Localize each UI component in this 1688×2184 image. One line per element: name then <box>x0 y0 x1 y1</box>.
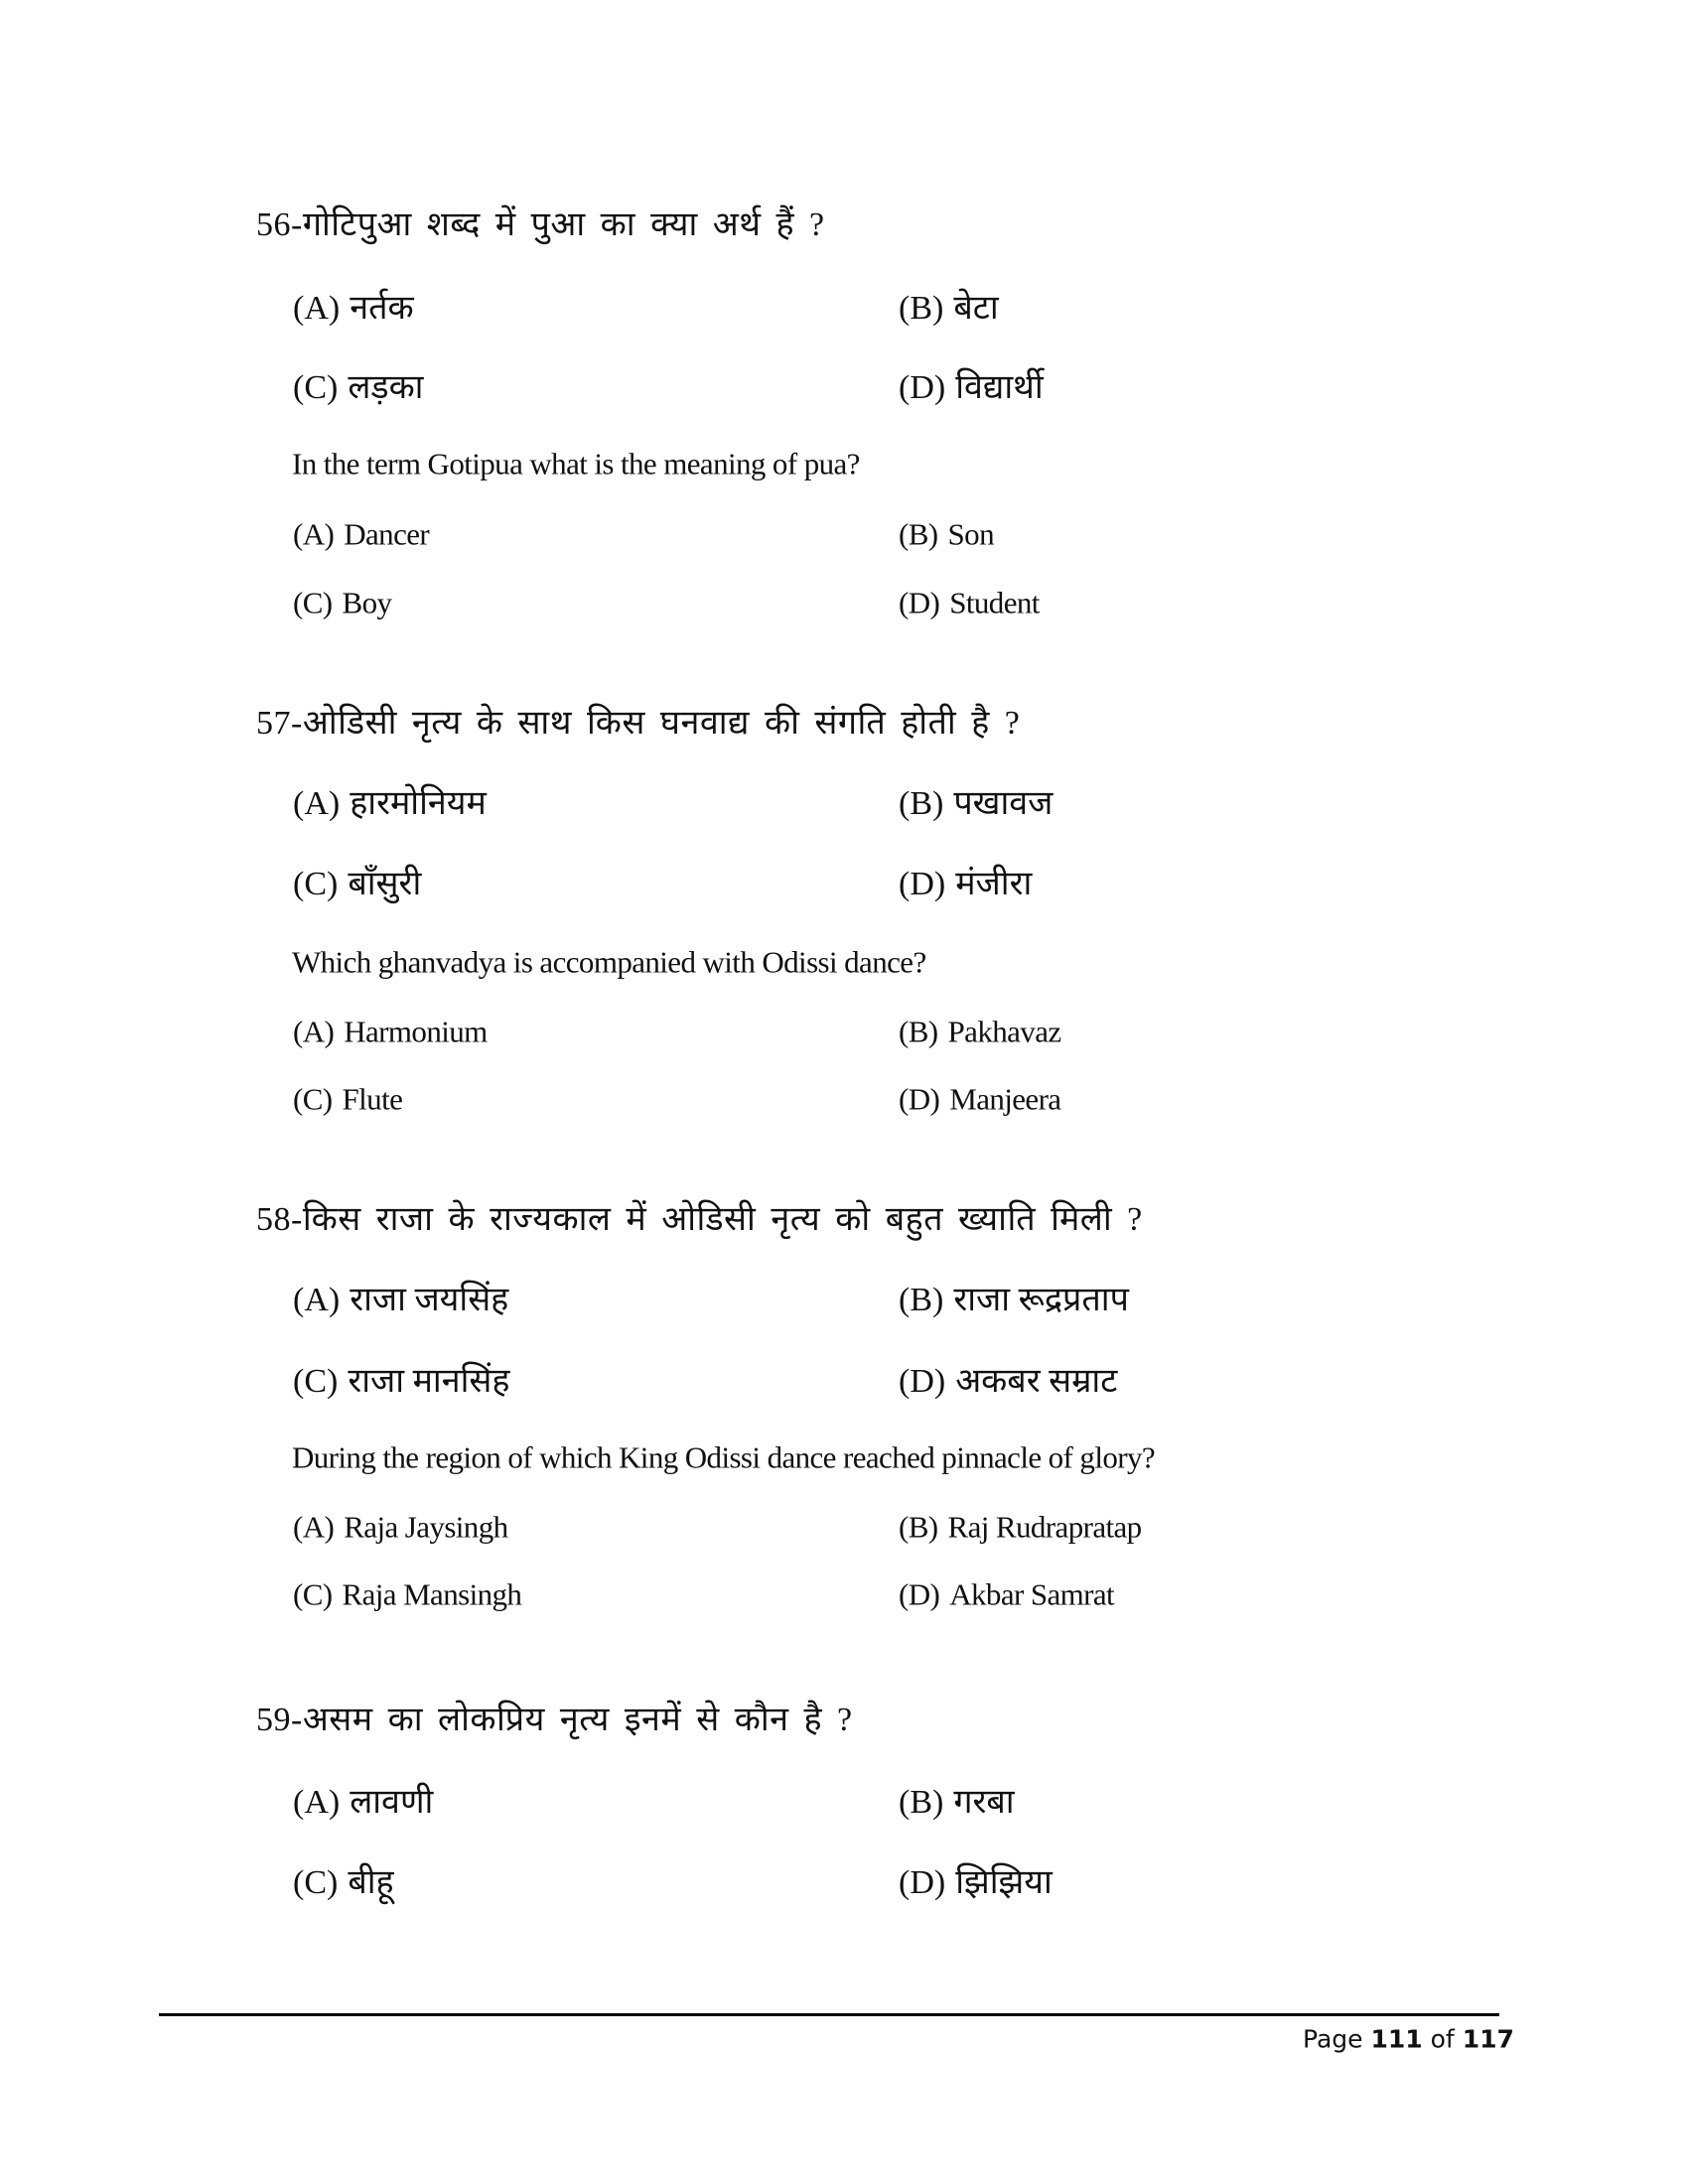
option-letter: (A) <box>293 1509 335 1545</box>
option-text: राजा जयसिंह <box>350 1282 509 1318</box>
option-text: Student <box>949 585 1040 620</box>
question-56-hindi-option-a <box>293 292 414 326</box>
option-text: Manjeera <box>949 1081 1061 1117</box>
question-58-english-option-c <box>293 1576 522 1612</box>
question-57-hindi-option-b <box>899 787 1053 821</box>
question-56-hindi-option-d <box>899 371 1044 405</box>
option-text: लड़का <box>348 369 424 406</box>
question-56-english-option-c <box>293 585 392 620</box>
of-label: of <box>1430 2024 1455 2054</box>
option-text: राजा मानसिंह <box>348 1363 510 1400</box>
option-text: Raj Rudrapratap <box>947 1509 1142 1545</box>
option-text: राजा रूद्रप्रताप <box>953 1282 1129 1318</box>
question-58-hindi-option-c <box>293 1365 509 1399</box>
option-letter: (B) <box>899 1509 938 1545</box>
option-text: बाँसुरी <box>348 866 422 902</box>
option-letter: (C) <box>293 585 333 620</box>
question-57-english-option-a <box>293 1014 488 1049</box>
option-text: नर्तक <box>350 290 414 327</box>
question-57-hindi-text: 57-ओडिसी नृत्य के साथ किस घनवाद्य की संगति होती है ? <box>256 705 1021 742</box>
option-letter: (B) <box>899 1014 938 1049</box>
option-letter: (D) <box>899 1576 940 1612</box>
question-59-hindi-text: 59-असम का लोकप्रिय नृत्य इनमें से कौन है ? <box>256 1702 853 1738</box>
option-text: Boy <box>342 585 392 620</box>
option-letter: (C) <box>293 1363 339 1400</box>
question-59-hindi-option-a <box>293 1786 433 1820</box>
question-56-english-option-d <box>899 585 1040 620</box>
question-56-english-option-a <box>293 516 430 552</box>
question-56-hindi-option-c <box>293 371 424 405</box>
option-text: लावणी <box>350 1784 434 1821</box>
question-56-english-option-b <box>899 516 994 552</box>
option-text: Akbar Samrat <box>949 1576 1115 1612</box>
option-text: अकबर सम्राट <box>955 1363 1118 1400</box>
question-58-english-option-b <box>899 1509 1142 1545</box>
question-57-english-text: Which ghanvadya is accompanied with Odissi dance? <box>292 944 926 980</box>
option-letter: (D) <box>899 369 946 406</box>
question-58-hindi-text: 58-किस राजा के राज्यकाल में ओडिसी नृत्य को बहुत ख्याति मिली ? <box>256 1201 1143 1238</box>
option-text: Dancer <box>344 516 430 552</box>
question-57-english-option-c <box>293 1081 403 1117</box>
question-57-hindi-option-c <box>293 868 421 901</box>
question-59-hindi-option-b <box>899 1786 1015 1820</box>
footer-divider <box>159 2013 1499 2016</box>
option-text: Raja Jaysingh <box>344 1509 508 1545</box>
question-56-english-text: In the term Gotipua what is the meaning of pua? <box>292 446 860 481</box>
option-text: बेटा <box>953 290 999 327</box>
option-letter: (B) <box>899 516 938 552</box>
option-letter: (B) <box>899 1282 944 1318</box>
option-text: Pakhavaz <box>947 1014 1061 1049</box>
question-58-english-option-d <box>899 1576 1115 1612</box>
question-56-hindi-option-b <box>899 292 999 326</box>
page-number <box>1303 2025 1514 2054</box>
option-letter: (C) <box>293 1081 333 1117</box>
question-59-hindi-option-c <box>293 1866 394 1900</box>
option-letter: (D) <box>899 1864 946 1901</box>
page-current: 111 <box>1370 2024 1423 2054</box>
option-letter: (C) <box>293 1864 339 1901</box>
option-letter: (C) <box>293 866 339 902</box>
option-letter: (B) <box>899 1784 944 1821</box>
question-58-hindi-option-b <box>899 1284 1129 1317</box>
option-text: गरबा <box>953 1784 1015 1821</box>
option-letter: (A) <box>293 516 335 552</box>
page-total: 117 <box>1462 2024 1514 2054</box>
option-letter: (C) <box>293 1576 333 1612</box>
question-58-hindi-option-d <box>899 1365 1117 1399</box>
option-letter: (D) <box>899 585 940 620</box>
page-label: Page <box>1303 2024 1363 2054</box>
option-letter: (B) <box>899 785 944 822</box>
question-57-hindi-option-a <box>293 787 487 821</box>
question-58-english-option-a <box>293 1509 508 1545</box>
option-letter: (B) <box>899 290 944 327</box>
option-letter: (D) <box>899 1363 946 1400</box>
option-text: Flute <box>342 1081 403 1117</box>
question-57-english-option-b <box>899 1014 1061 1049</box>
question-57-english-option-d <box>899 1081 1061 1117</box>
question-59-hindi-option-d <box>899 1866 1053 1900</box>
option-letter: (A) <box>293 1014 335 1049</box>
question-58-english-text: During the region of which King Odissi dance reached pinnacle of glory? <box>292 1439 1156 1475</box>
option-letter: (D) <box>899 1081 940 1117</box>
option-letter: (C) <box>293 369 339 406</box>
option-letter: (A) <box>293 785 341 822</box>
option-letter: (A) <box>293 290 341 327</box>
option-text: बीहू <box>348 1864 394 1901</box>
option-text: Harmonium <box>344 1014 488 1049</box>
option-text: Son <box>947 516 994 552</box>
question-58-hindi-option-a <box>293 1284 508 1317</box>
option-text: Raja Mansingh <box>342 1576 522 1612</box>
question-57-hindi-option-d <box>899 868 1032 901</box>
option-text: मंजीरा <box>955 866 1033 902</box>
option-letter: (A) <box>293 1282 341 1318</box>
option-letter: (A) <box>293 1784 341 1821</box>
option-text: झिझिया <box>955 1864 1053 1901</box>
option-letter: (D) <box>899 866 946 902</box>
option-text: पखावज <box>953 785 1054 822</box>
option-text: हारमोनियम <box>350 785 487 822</box>
option-text: विद्यार्थी <box>955 369 1044 406</box>
question-56-hindi-text: 56-गोटिपुआ शब्द में पुआ का क्या अर्थ हैं ? <box>256 206 825 243</box>
